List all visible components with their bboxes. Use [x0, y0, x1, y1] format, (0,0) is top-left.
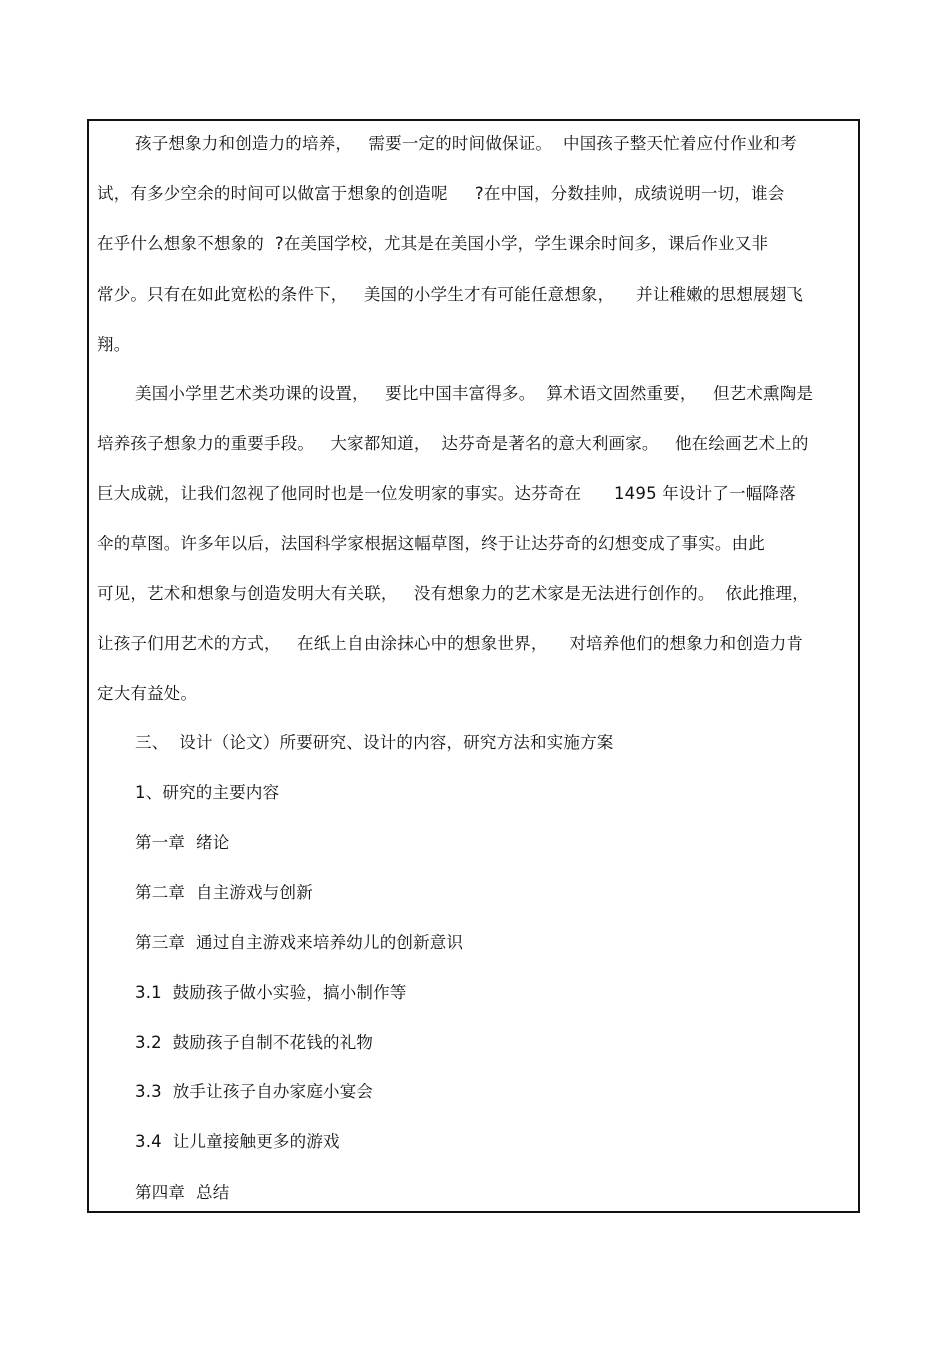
chapter-item: 第三章 通过自主游戏来培养幼儿的创新意识	[135, 933, 464, 952]
paragraph-line: 美国小学里艺术类功课的设置， 要比中国丰富得多。 算术语文固然重要， 但艺术熏陶是	[135, 384, 814, 403]
chapter-subitem: 3.3 放手让孩子自办家庭小宴会	[135, 1082, 374, 1101]
paragraph-line: 可见，艺术和想象与创造发明大有关联， 没有想象力的艺术家是无法进行创作的。 依此推理，	[97, 584, 809, 603]
paragraph-line: 在乎什么想象不想象的 ?在美国学校，尤其是在美国小学，学生课余时间多，课后作业又非	[97, 234, 769, 253]
paragraph-line: 翔。	[97, 335, 131, 354]
paragraph-line: 巨大成就，让我们忽视了他同时也是一位发明家的事实。达芬奇在 1495 年设计了一幅降落	[97, 484, 796, 503]
subsection-heading: 1、研究的主要内容	[135, 783, 280, 802]
section-heading: 三、 设计（论文）所要研究、设计的内容，研究方法和实施方案	[135, 733, 614, 752]
paragraph-line: 让孩子们用艺术的方式， 在纸上自由涂抹心中的想象世界， 对培养他们的想象力和创造力肯	[97, 634, 804, 653]
chapter-subitem: 3.1 鼓励孩子做小实验，搞小制作等	[135, 983, 407, 1002]
chapter-subitem: 3.2 鼓励孩子自制不花钱的礼物	[135, 1033, 374, 1052]
paragraph-line: 伞的草图。许多年以后，法国科学家根据这幅草图，终于让达芬奇的幻想变成了事实。由此	[97, 534, 765, 553]
chapter-item: 第四章 总结	[135, 1183, 230, 1202]
paragraph-line: 常少。只有在如此宽松的条件下， 美国的小学生才有可能任意想象， 并让稚嫩的思想展翅飞	[97, 285, 804, 304]
paragraph-line: 定大有益处。	[97, 684, 198, 703]
paragraph-line: 孩子想象力和创造力的培养， 需要一定的时间做保证。 中国孩子整天忙着应付作业和考	[135, 134, 797, 153]
chapter-subitem: 3.4 让儿童接触更多的游戏	[135, 1132, 340, 1151]
chapter-item: 第二章 自主游戏与创新	[135, 883, 313, 902]
paragraph-line: 培养孩子想象力的重要手段。 大家都知道， 达芬奇是著名的意大利画家。 他在绘画艺术上的	[97, 434, 809, 453]
chapter-item: 第一章 绪论	[135, 833, 230, 852]
paragraph-line: 试，有多少空余的时间可以做富于想象的创造呢 ?在中国，分数挂帅，成绩说明一切，谁会	[97, 184, 785, 203]
